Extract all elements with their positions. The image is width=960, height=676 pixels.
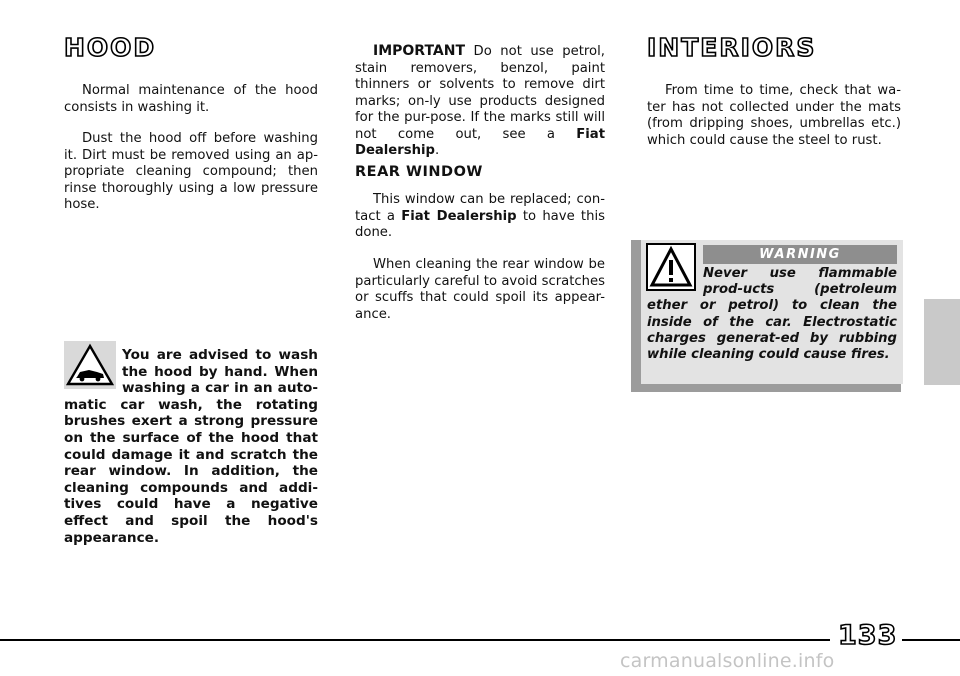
section-title-rear-window: REAR WINDOW [355, 164, 483, 180]
hood-advisory-text [64, 347, 318, 546]
hood-advisory-content: You are advised to wash the hood by hand. When washing a car in an auto-matic car wash, the rotating brushes exert a strong pressure on the surface of the hood that could damage it and scratch the rear window. In addition, the cleaning compounds and addi-tives could have a negative effect and spoil the hood's appearance. [64, 347, 318, 546]
important-label: IMPORTANT [373, 43, 466, 59]
hood-paragraph-1: Normal maintenance of the hood consists in washing it. [64, 83, 318, 115]
warning-content: Never use flammable prod-ucts (petroleum ether or petrol) to clean the inside of the car. Electrostatic charges generat-ed by rubbing while cleaning could cause fires. [647, 266, 897, 363]
warning-title: WARNING [703, 245, 897, 264]
chapter-tab [924, 299, 960, 385]
footer-rule-left [0, 639, 830, 641]
interiors-paragraph: From time to time, check that wa-ter has not collected under the mats (from dripping shoes, umbrellas etc.) which could cause the steel to rust. [647, 83, 901, 148]
watermark: carmanualsonline.info [620, 650, 835, 672]
important-end: . [434, 143, 440, 158]
warning-text [647, 266, 897, 363]
rear-window-paragraph-1 [355, 192, 605, 242]
dealer-link-1: Fiat Dealership [355, 126, 605, 158]
important-paragraph [355, 43, 605, 160]
important-text: Do not use petrol, stain removers, benzol, paint thinners or solvents to remove dirt marks; on-ly use products designed for the pur-pose. If the marks still will not come out, see a [355, 44, 605, 142]
rear-p1-b: to have this done. [355, 208, 605, 240]
page-number: 133 [838, 620, 898, 651]
section-title-interiors: INTERIORS [647, 33, 817, 62]
hood-paragraph-2: Dust the hood off before washing it. Dirt must be removed using an ap-propriate cleaning compound; then rinse thoroughly using a low pressure hose. [64, 131, 318, 212]
footer-rule-right [902, 639, 960, 641]
dealer-link-2: Fiat Dealership [401, 208, 517, 224]
rear-window-paragraph-2: When cleaning the rear window be particularly careful to avoid scratches or scuffs that could spoil its appear-ance. [355, 257, 605, 322]
section-title-hood: HOOD [64, 33, 157, 62]
rear-p1-a: This window can be replaced; con-tact a [355, 192, 605, 224]
